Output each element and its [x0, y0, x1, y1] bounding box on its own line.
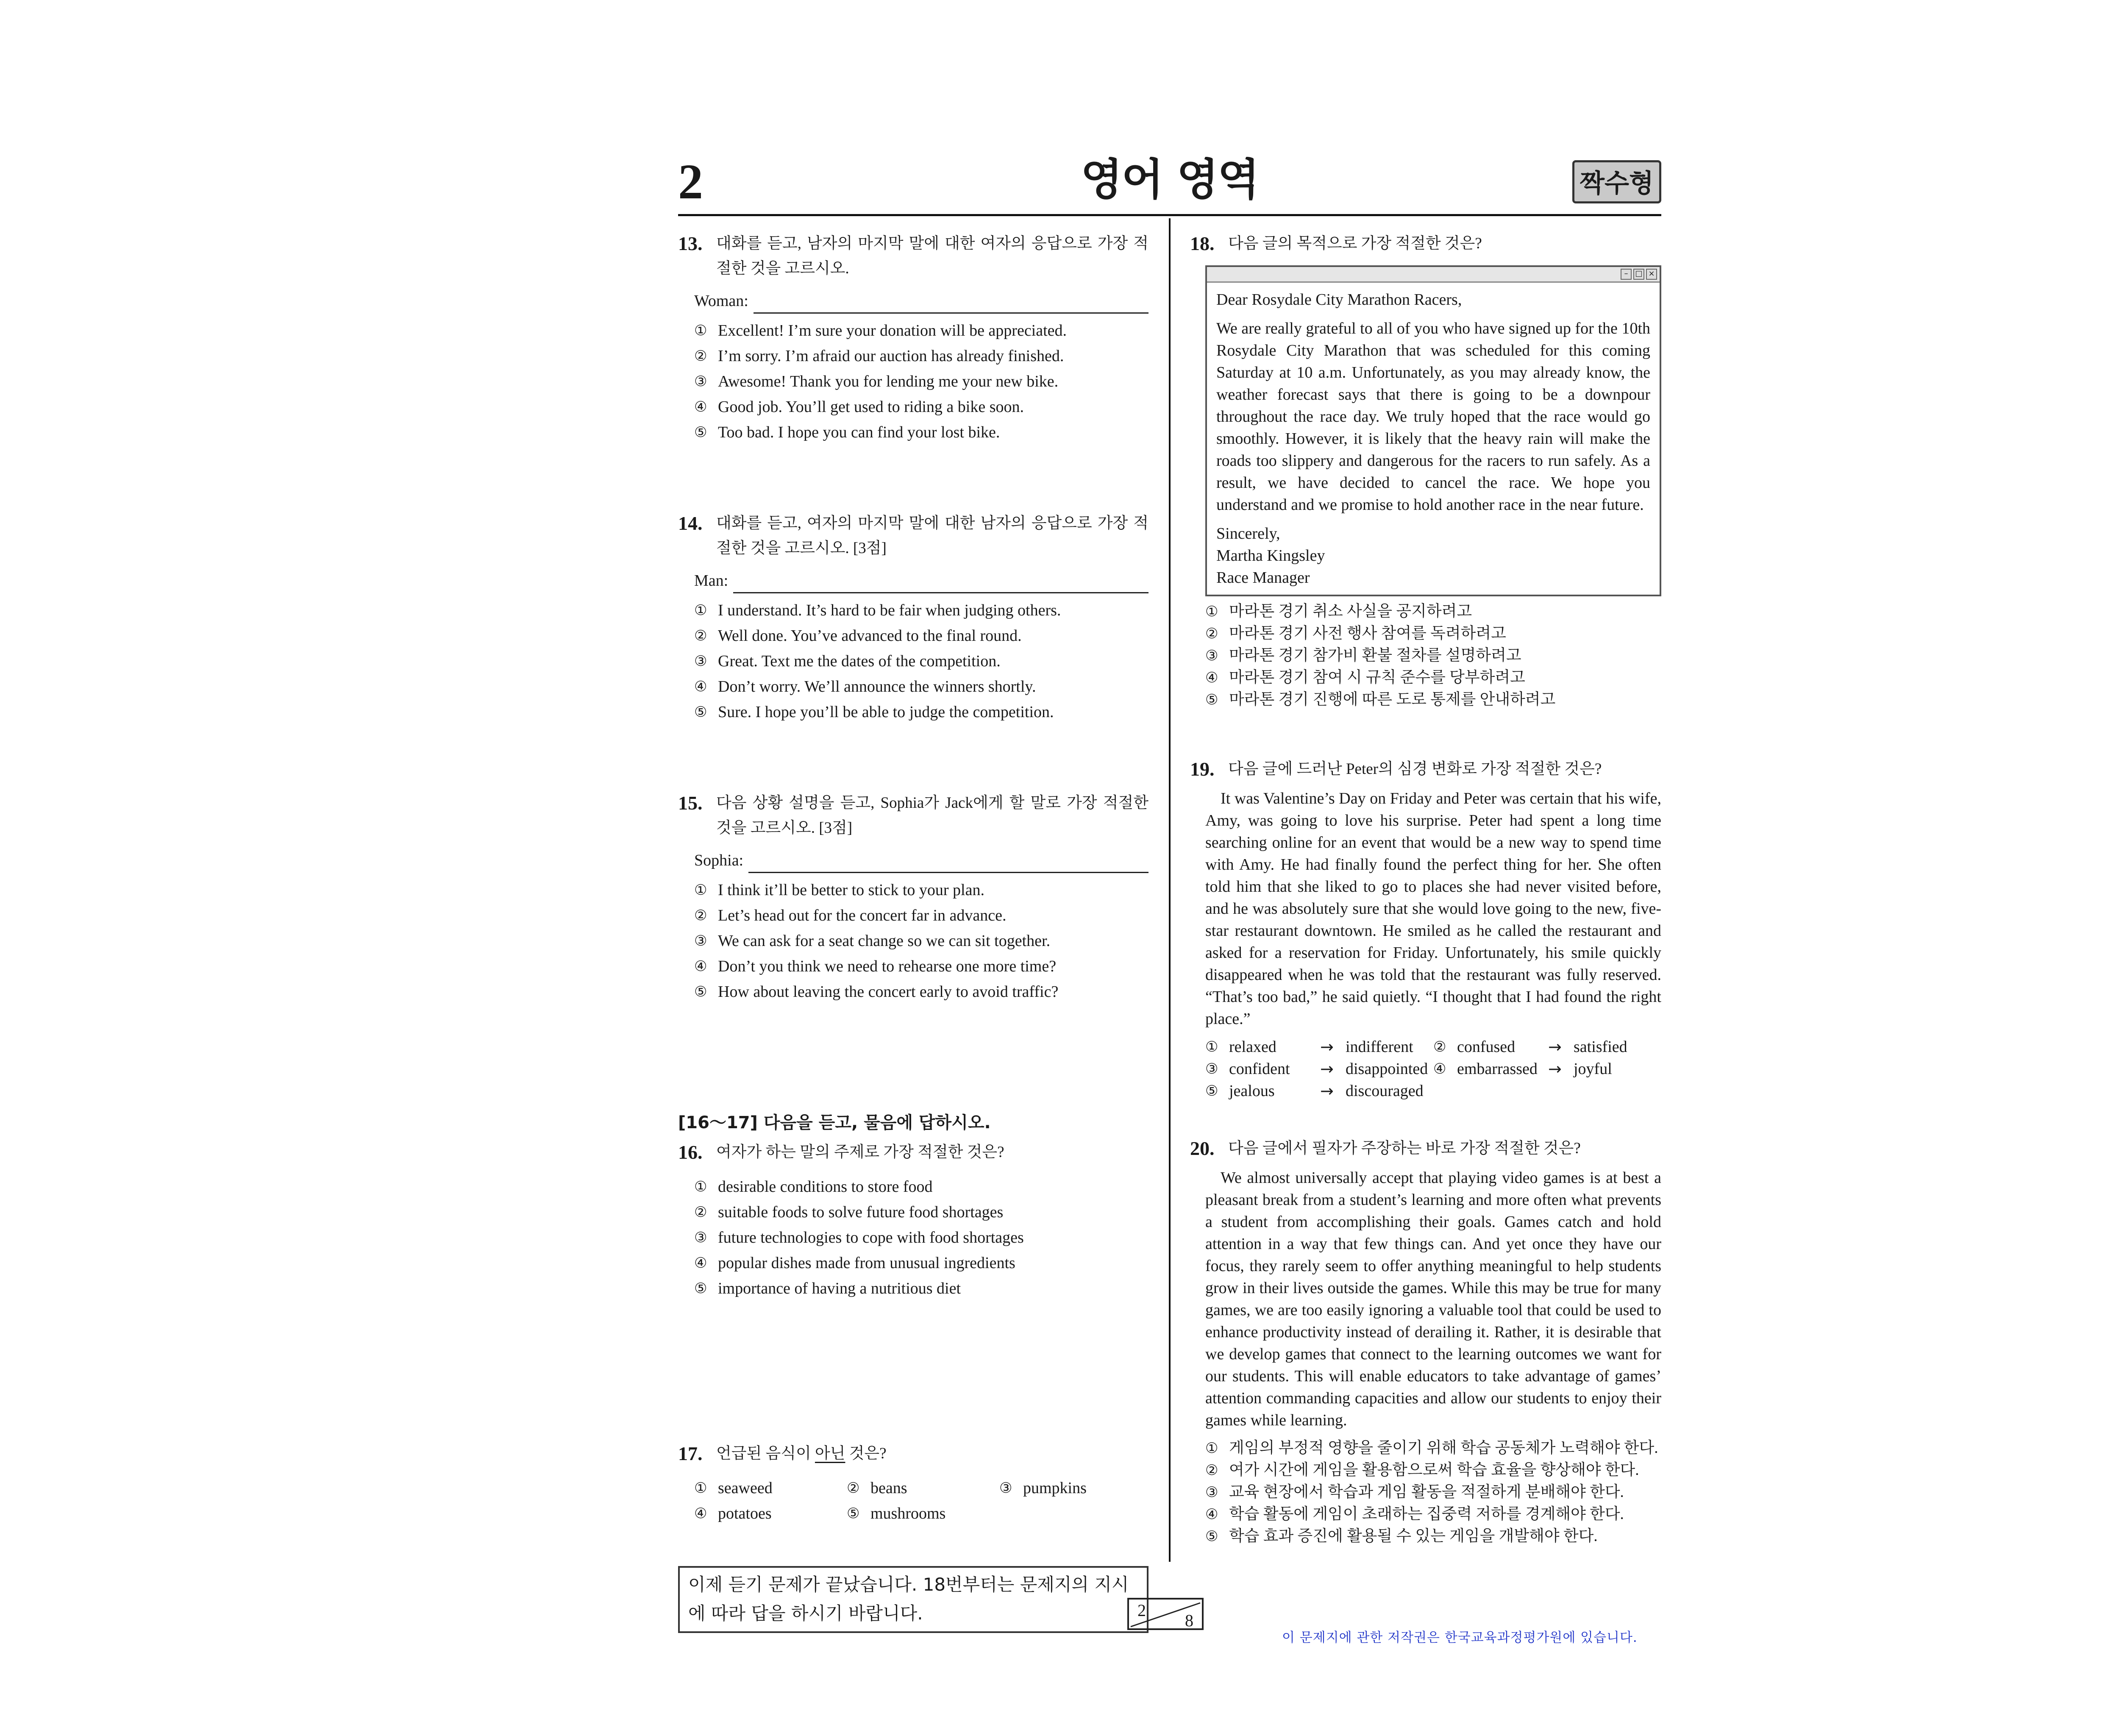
option[interactable]: ④ popular dishes made from unusual ingredients [694, 1254, 1015, 1272]
speaker-label: Sophia: [694, 851, 744, 869]
question-text: 대화를 듣고, 남자의 마지막 말에 대한 여자의 응답으로 가장 적절한 것을 고르시오. [716, 235, 1148, 277]
option[interactable]: ③ Great. Text me the dates of the competition. [694, 652, 1001, 670]
option-list [1205, 601, 1661, 711]
letter-text: We are really grateful to all of you who have signed up for the 10th Rosydale City Marathon that was scheduled for this coming Saturday at 10 a.m. Unfortunately, as you may already know, the weather forecast says that there is going to be a downpour throughout the race day. We truly hoped that the race would go smoothly. However, it is likely that the heavy rain will make the roads too slippery and dangerous for the racers to run safely. As a result, we have decided to cancel the race. We hope you understand and we promise to hold another race in the near future. [1216, 320, 1650, 514]
option-list [1205, 1437, 1661, 1547]
option[interactable]: ⑤ 학습 효과 증진에 활용될 수 있는 게임을 개발해야 한다. [1205, 1527, 1598, 1545]
option-list [1205, 1036, 1661, 1102]
response-line [694, 289, 1148, 314]
question-14 [678, 511, 1148, 725]
page-total: 8 [1185, 1611, 1193, 1630]
response-line [694, 848, 1148, 873]
question-20 [1190, 1136, 1661, 1547]
option[interactable]: ⑤ 마라톤 경기 진행에 따른 도로 통제를 안내하려고 [1205, 691, 1556, 708]
header-rule [678, 214, 1661, 216]
page-current: 2 [1137, 1601, 1146, 1620]
option[interactable]: ⑤ mushrooms [847, 1505, 946, 1522]
response-line [694, 568, 1148, 593]
option[interactable]: ③ 마라톤 경기 참가비 환불 절차를 설명하려고 [1205, 647, 1521, 664]
option[interactable]: ② beans [847, 1479, 907, 1497]
option[interactable]: ① relaxed → indifferent [1205, 1038, 1413, 1056]
page-number: 2 [678, 154, 703, 209]
option[interactable]: ① 마라톤 경기 취소 사실을 공지하려고 [1205, 603, 1472, 620]
option-list [694, 1475, 1148, 1526]
question-number: 13. [678, 233, 703, 254]
option[interactable]: ⑤ Too bad. I hope you can find your lost bike. [694, 423, 1000, 441]
form-type-badge: 짝수형 [1572, 160, 1661, 203]
question-number: 20. [1190, 1138, 1215, 1159]
option[interactable]: ④ 학습 활동에 게임이 초래하는 집중력 저하를 경계해야 한다. [1205, 1505, 1624, 1523]
option-list [694, 598, 1148, 725]
question-text: 다음 글에 드러난 Peter의 심경 변화로 가장 적절한 것은? [1228, 760, 1602, 778]
option[interactable]: ② Well done. You’ve advanced to the final round. [694, 627, 1022, 645]
option[interactable]: ② suitable foods to solve future food shortages [694, 1203, 1004, 1221]
speaker-label: Woman: [694, 292, 748, 310]
option[interactable]: ④ embarrassed → joyful [1433, 1060, 1612, 1078]
option[interactable]: ① seaweed [694, 1479, 773, 1497]
close-icon: × [1646, 269, 1657, 280]
option[interactable]: ② confused → satisfied [1433, 1038, 1627, 1056]
option[interactable]: ① 게임의 부정적 영향을 줄이기 위해 학습 공동체가 노력해야 한다. [1205, 1439, 1658, 1457]
question-17 [678, 1441, 1148, 1526]
question-number: 18. [1190, 233, 1215, 254]
option[interactable]: ③ pumpkins [999, 1479, 1087, 1497]
question-19 [1190, 757, 1661, 1102]
option[interactable]: ② 여가 시간에 게임을 활용함으로써 학습 효율을 향상해야 한다. [1205, 1461, 1639, 1479]
option[interactable]: ① desirable conditions to store food [694, 1178, 933, 1196]
option[interactable]: ④ Don’t you think we need to rehearse one more time? [694, 957, 1057, 975]
minimize-icon: – [1621, 269, 1632, 280]
question-13 [678, 231, 1148, 445]
listening-end-notice: 이제 듣기 문제가 끝났습니다. 18번부터는 문제지의 지시에 따라 답을 하시기 바랍니다. [678, 1566, 1148, 1633]
copyright-notice: 이 문제지에 관한 저작권은 한국교육과정평가원에 있습니다. [1282, 1630, 1638, 1645]
question-16 [678, 1110, 1148, 1301]
question-text: 언급된 음식이 아닌 것은? [716, 1445, 887, 1462]
option-list [694, 877, 1148, 1004]
question-text: 다음 상황 설명을 듣고, Sophia가 Jack에게 할 말로 가장 적절한 것을 고르시오. [3점] [716, 794, 1148, 837]
question-text: 다음 글에서 필자가 주장하는 바로 가장 적절한 것은? [1228, 1140, 1581, 1157]
option[interactable]: ④ Good job. You’ll get used to riding a bike soon. [694, 398, 1024, 416]
speaker-label: Man: [694, 572, 729, 590]
option[interactable]: ⑤ How about leaving the concert early to avoid traffic? [694, 983, 1059, 1001]
exam-page [678, 154, 1661, 1649]
question-text: 다음 글의 목적으로 가장 적절한 것은? [1228, 235, 1482, 252]
maximize-icon: □ [1633, 269, 1644, 280]
option[interactable]: ② I’m sorry. I’m afraid our auction has already finished. [694, 347, 1064, 365]
page-indicator [1127, 1598, 1204, 1630]
option[interactable]: ③ confident → disappointed [1205, 1060, 1428, 1078]
option[interactable]: ④ Don’t worry. We’ll announce the winners shortly. [694, 678, 1036, 696]
window-titlebar [1207, 267, 1660, 283]
letter-body [1207, 283, 1660, 595]
question-number: 17. [678, 1443, 703, 1464]
option[interactable]: ③ We can ask for a seat change so we can sit together. [694, 932, 1051, 950]
letter-signer-role: Race Manager [1216, 569, 1310, 587]
question-text: 대화를 듣고, 여자의 마지막 말에 대한 남자의 응답으로 가장 적절한 것을 고르시오. [3점] [716, 515, 1148, 557]
option[interactable]: ① Excellent! I’m sure your donation will be appreciated. [694, 322, 1067, 339]
passage: It was Valentine’s Day on Friday and Peter was certain that his wife, Amy, was going to love his surprise. Peter had spent a long time searching online for an event that would be a new way to spend time with Amy. He had finally found the perfect thing for her. She often told him that she liked to go to places she had never visited before, and he was absolutely sure that she would love going to the new, five-star restaurant downtown. He smiled as he called the restaurant and asked for a reservation for Friday. Unfortunately, his smile quickly disappeared when he was told that the restaurant was fully reserved. “That’s too bad,” he said quietly. “I thought that I had found the right place.” [1205, 790, 1661, 1028]
question-18 [1190, 231, 1661, 711]
letter-window [1205, 265, 1661, 596]
question-text: 여자가 하는 말의 주제로 가장 적절한 것은? [716, 1143, 1004, 1161]
option[interactable]: ② Let’s head out for the concert far in advance. [694, 907, 1007, 924]
option-list [694, 318, 1148, 445]
option[interactable]: ② 마라톤 경기 사전 행사 참여를 독려하려고 [1205, 625, 1506, 642]
option[interactable]: ⑤ importance of having a nutritious diet [694, 1280, 961, 1297]
option[interactable]: ⑤ jealous → discouraged [1205, 1082, 1424, 1100]
option-list [694, 1174, 1148, 1301]
letter-closing: Sincerely, [1216, 525, 1280, 542]
section-instruction: [16～17] 다음을 듣고, 물음에 답하시오. [678, 1113, 991, 1132]
option[interactable]: ③ 교육 현장에서 학습과 게임 활동을 적절하게 분배해야 한다. [1205, 1483, 1624, 1501]
passage: We almost universally accept that playing video games is at best a pleasant break from a student’s learning and more often what prevents a student from accomplishing their goals. Games catch and hold attention in a way that few things can. And yet once they have our focus, they rarely seem to offer anything meaningful to help students grow in their lives outside the games. While this may be true for many games, we are too easily ignoring a valuable tool that could be used to enhance productivity instead of derailing it. Rather, it is desirable that we develop games that connect to the learning outcomes we want for our students. This will enable educators to take advantage of games’ attention commanding capacities and allow our students to enjoy their games while learning. [1205, 1169, 1661, 1429]
page-title: 영어 영역 [1081, 155, 1259, 205]
option[interactable]: ⑤ Sure. I hope you’ll be able to judge the competition. [694, 703, 1054, 721]
question-number: 14. [678, 512, 703, 534]
option[interactable]: ③ future technologies to cope with food shortages [694, 1229, 1024, 1246]
question-number: 19. [1190, 758, 1215, 780]
option[interactable]: ④ 마라톤 경기 참여 시 규칙 준수를 당부하려고 [1205, 669, 1525, 686]
question-number: 16. [678, 1141, 703, 1163]
question-15 [678, 790, 1148, 1004]
option[interactable]: ④ potatoes [694, 1505, 772, 1522]
letter-signer: Martha Kingsley [1216, 547, 1325, 565]
question-number: 15. [678, 792, 703, 814]
column-divider [1169, 218, 1171, 1562]
option[interactable]: ③ Awesome! Thank you for lending me your new bike. [694, 373, 1059, 390]
option[interactable]: ① I think it’ll be better to stick to your plan. [694, 881, 984, 899]
letter-salutation: Dear Rosydale City Marathon Racers, [1216, 291, 1462, 309]
option[interactable]: ① I understand. It’s hard to be fair when judging others. [694, 601, 1061, 619]
